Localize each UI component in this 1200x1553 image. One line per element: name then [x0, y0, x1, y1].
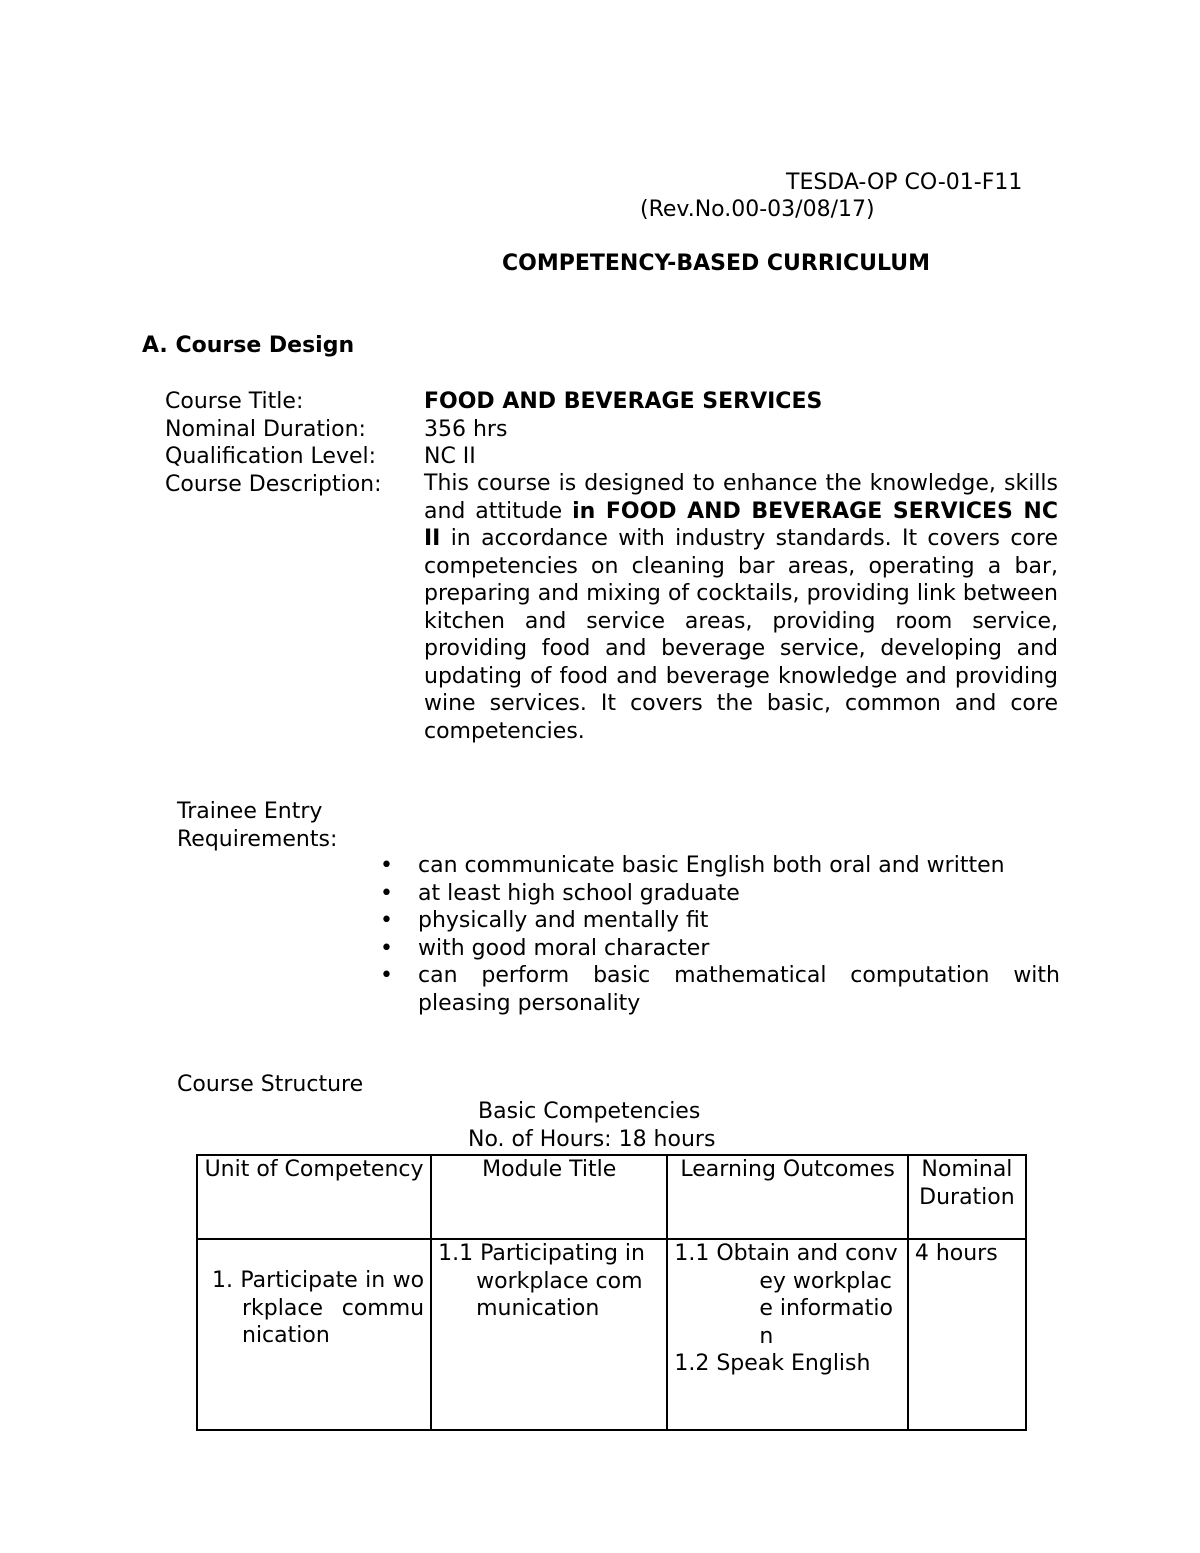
nominal-duration-value: 356 hrs [424, 417, 508, 442]
course-title-value: FOOD AND BEVERAGE SERVICES [424, 389, 823, 414]
course-structure-label: Course Structure [177, 1072, 364, 1097]
list-item [380, 907, 1060, 935]
competency-table [196, 1154, 1027, 1431]
column-header-outcomes: Learning Outcomes [667, 1155, 908, 1239]
description-text-2: in accordance with industry standards. It covers core competencies on cleaning bar areas, operating a bar, preparing and mixing of cocktails, providing link between kitchen and service areas, providing room service, providing food and beverage service, developing and updating of food and beverage knowledge and providing wine services. It covers the basic, common and core competencies. [424, 526, 1058, 744]
requirement-text: can communicate basic English both oral and written [418, 853, 1005, 878]
nominal-duration-label: Nominal Duration: [165, 417, 366, 442]
requirement-text: can perform basic mathematical computation with pleasing personality [418, 963, 1060, 1016]
competency-group-title: Basic Competencies [478, 1099, 701, 1124]
qualification-level-label: Qualification Level: [165, 444, 377, 469]
list-item [380, 852, 1060, 880]
requirements-list [380, 852, 1060, 1017]
section-heading: A. Course Design [142, 333, 355, 358]
outcomes-cell [667, 1239, 908, 1430]
bullet-icon: • [380, 935, 393, 961]
duration-cell: 4 hours [908, 1239, 1026, 1430]
course-description [424, 470, 1058, 745]
module-text: 1.1 Participating in workplace communication [438, 1241, 645, 1321]
course-description-label: Course Description: [165, 472, 382, 497]
competency-group-hours: No. of Hours: 18 hours [468, 1127, 716, 1152]
bullet-icon: • [380, 963, 393, 988]
outcome-item: 1.2 Speak English [674, 1351, 871, 1376]
table-header-row [197, 1155, 1026, 1239]
unit-text: 1. Participate in workplace communication [212, 1268, 425, 1348]
column-header-unit: Unit of Competency [197, 1155, 431, 1239]
document-title: COMPETENCY-BASED CURRICULUM [502, 251, 930, 276]
trainee-entry-label-line2: Requirements: [177, 827, 338, 852]
course-title-label: Course Title: [165, 389, 304, 414]
trainee-entry-label-line1: Trainee Entry [177, 799, 323, 824]
column-header-module: Module Title [431, 1155, 667, 1239]
module-cell [431, 1239, 667, 1430]
revision-number: (Rev.No.00-03/08/17) [640, 197, 875, 222]
requirement-text: at least high school graduate [418, 880, 740, 906]
list-item [380, 880, 1060, 908]
requirement-text: with good moral character [418, 935, 710, 961]
bullet-icon: • [380, 880, 393, 906]
unit-cell [197, 1239, 431, 1430]
qualification-level-value: NC II [424, 444, 476, 469]
requirement-text: physically and mentally fit [418, 908, 709, 933]
list-item [380, 935, 1060, 963]
list-item [380, 962, 1060, 1017]
description-text-1: This course is designed to enhance the knowledge, skills and attitude [424, 471, 1058, 524]
description-text-bold: in FOOD AND BEVERAGE SERVICES NC II [424, 498, 1058, 551]
table-row [197, 1239, 1026, 1430]
outcome-item: 1.1 Obtain and convey workplace information [674, 1241, 898, 1349]
bullet-icon: • [380, 908, 393, 933]
column-header-duration: Nominal Duration [908, 1155, 1026, 1239]
form-code: TESDA-OP CO-01-F11 [786, 170, 1023, 195]
bullet-icon: • [380, 853, 393, 878]
trainee-entry-label [177, 798, 377, 854]
